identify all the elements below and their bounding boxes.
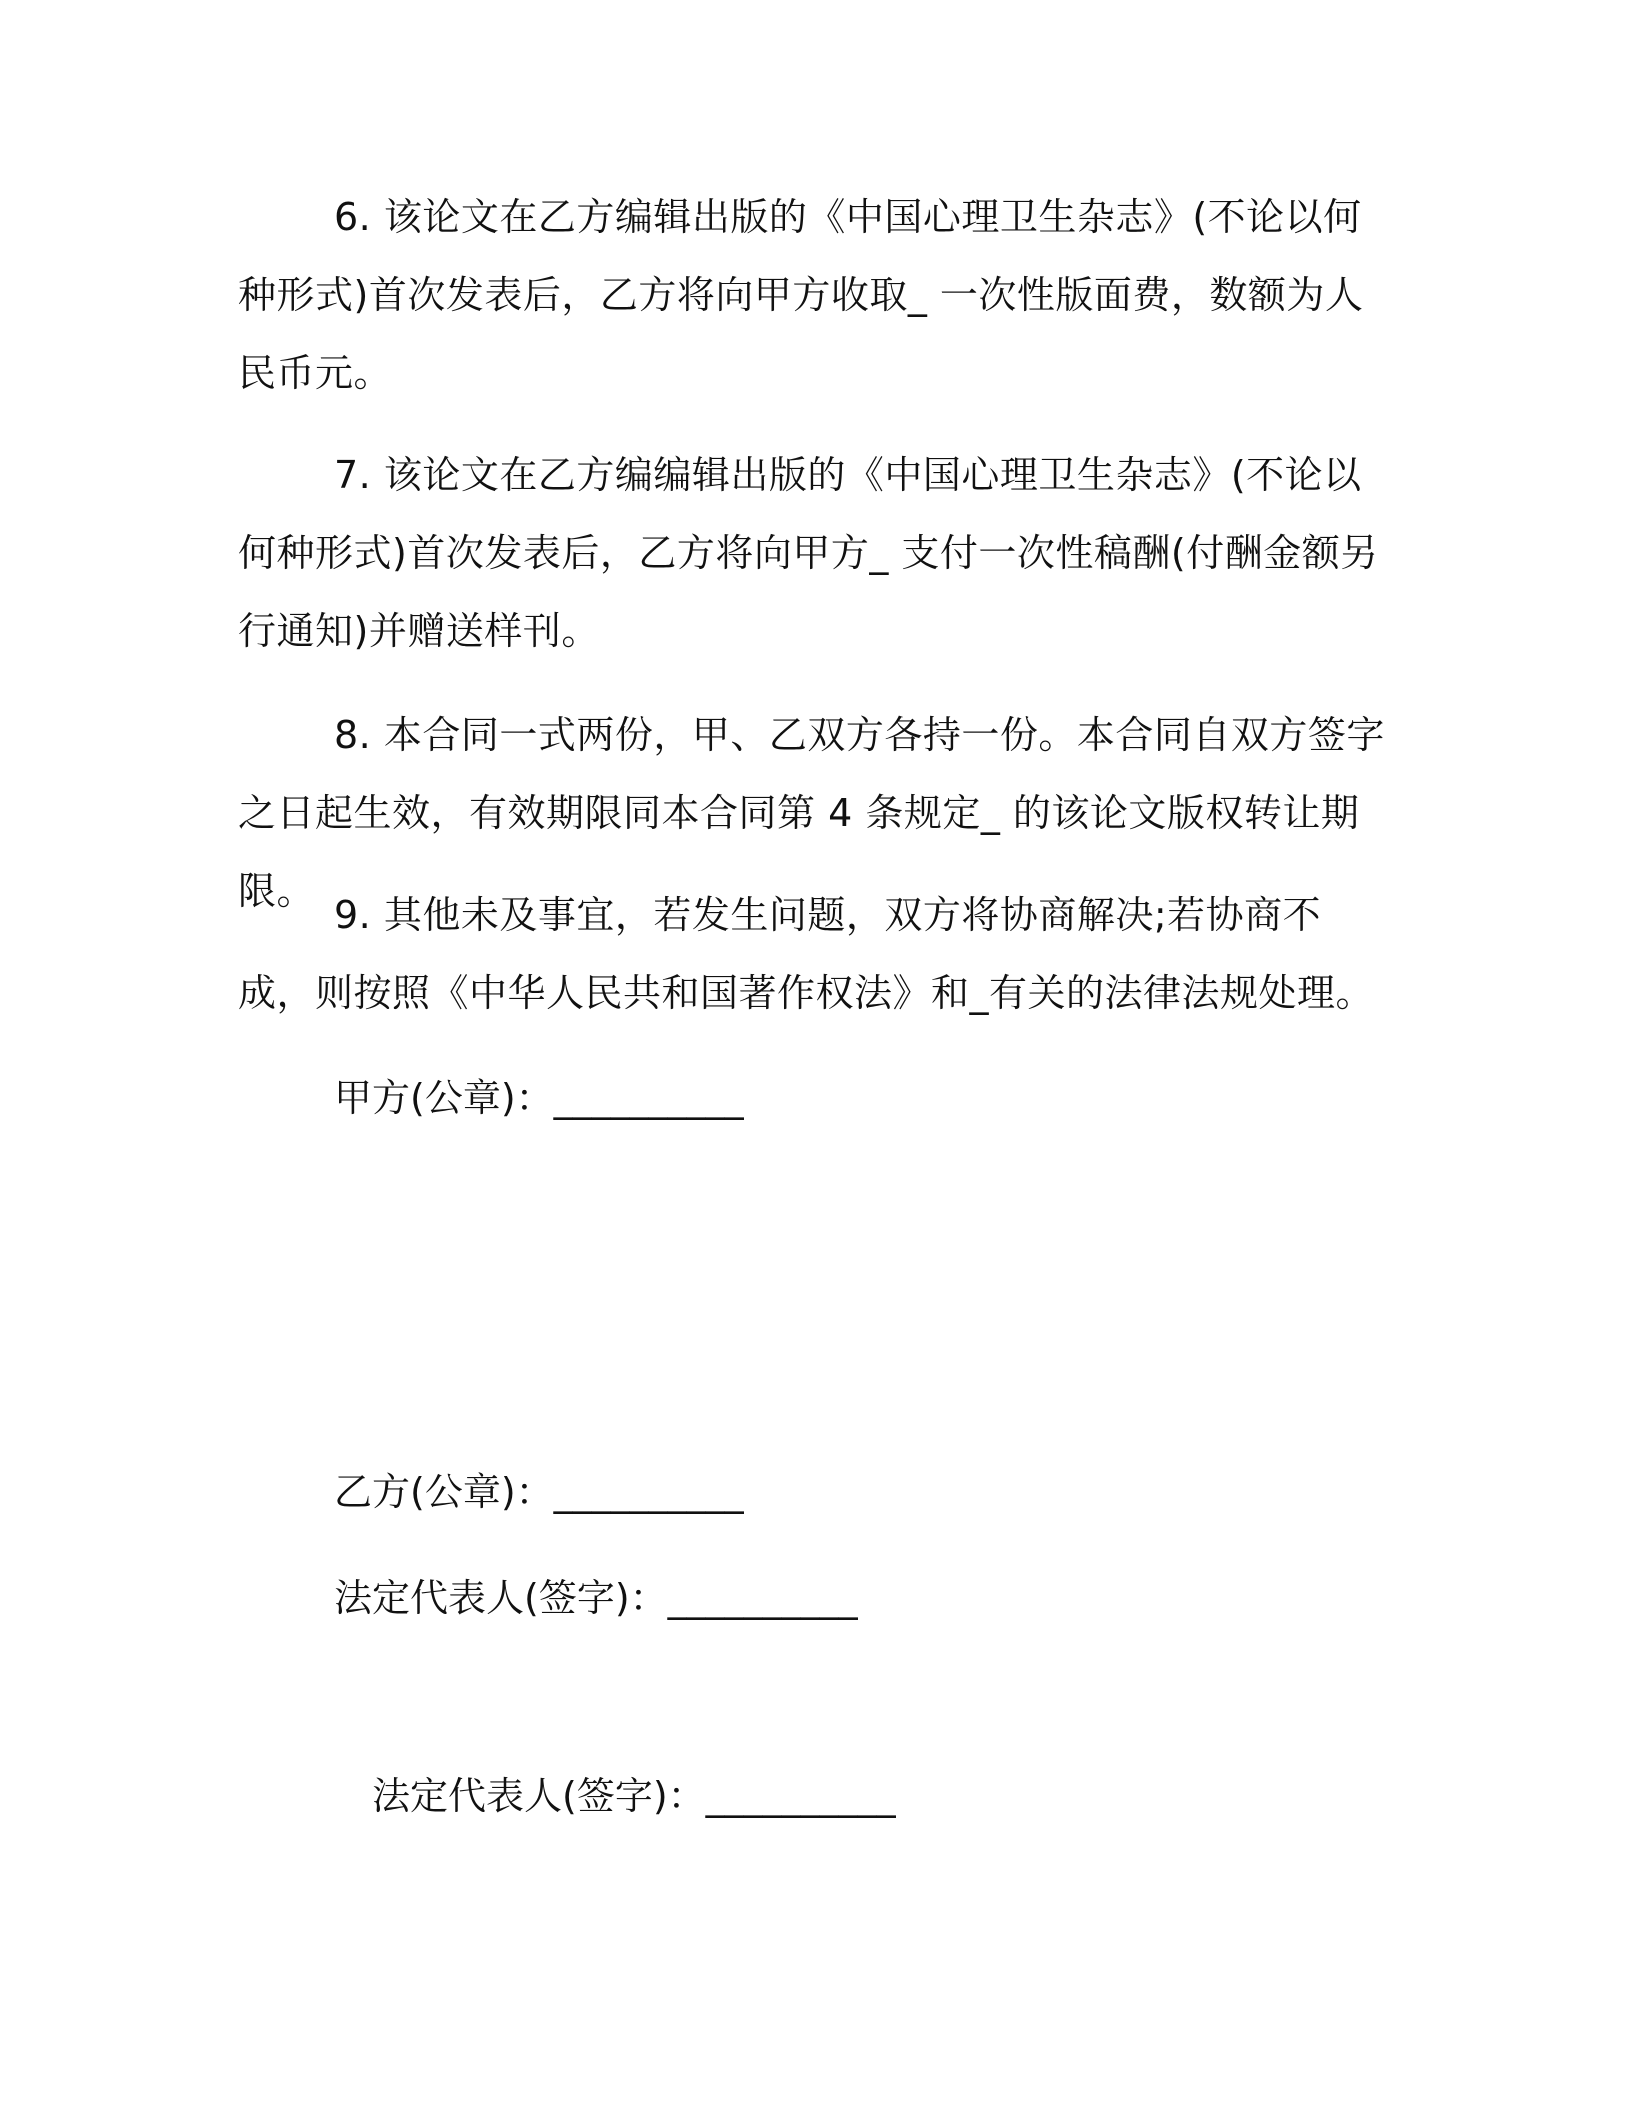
party-a-seal-line: 甲方(公章)：__________ [334, 1076, 744, 1120]
legal-representative-signature-line: 法定代表人(签字)：__________ [334, 1576, 858, 1620]
clause-8: 8. 本合同一式两份，甲、乙双方各持一份。本合同自双方签字之日起生效，有效期限同本合同第 4 条规定_ 的该论文版权转让期限。 [238, 713, 1385, 913]
clause-7: 7. 该论文在乙方编编辑出版的《中国心理卫生杂志》(不论以何种形式)首次发表后，乙方将向甲方_ 支付一次性稿酬(付酬金额另行通知)并赠送样刊。 [238, 453, 1379, 653]
clause-9: 9. 其他未及事宜，若发生问题，双方将协商解决;若协商不成，则按照《中华人民共和国著作权法》和_有关的法律法规处理。 [238, 893, 1375, 1015]
clause-6: 6. 该论文在乙方编辑出版的《中国心理卫生杂志》(不论以何种形式)首次发表后，乙方将向甲方收取_ 一次性版面费，数额为人民币元。 [238, 195, 1364, 395]
party-b-seal-line: 乙方(公章)：__________ [334, 1470, 744, 1514]
legal-representative-signature-line-2: 法定代表人(签字)：__________ [372, 1774, 896, 1818]
